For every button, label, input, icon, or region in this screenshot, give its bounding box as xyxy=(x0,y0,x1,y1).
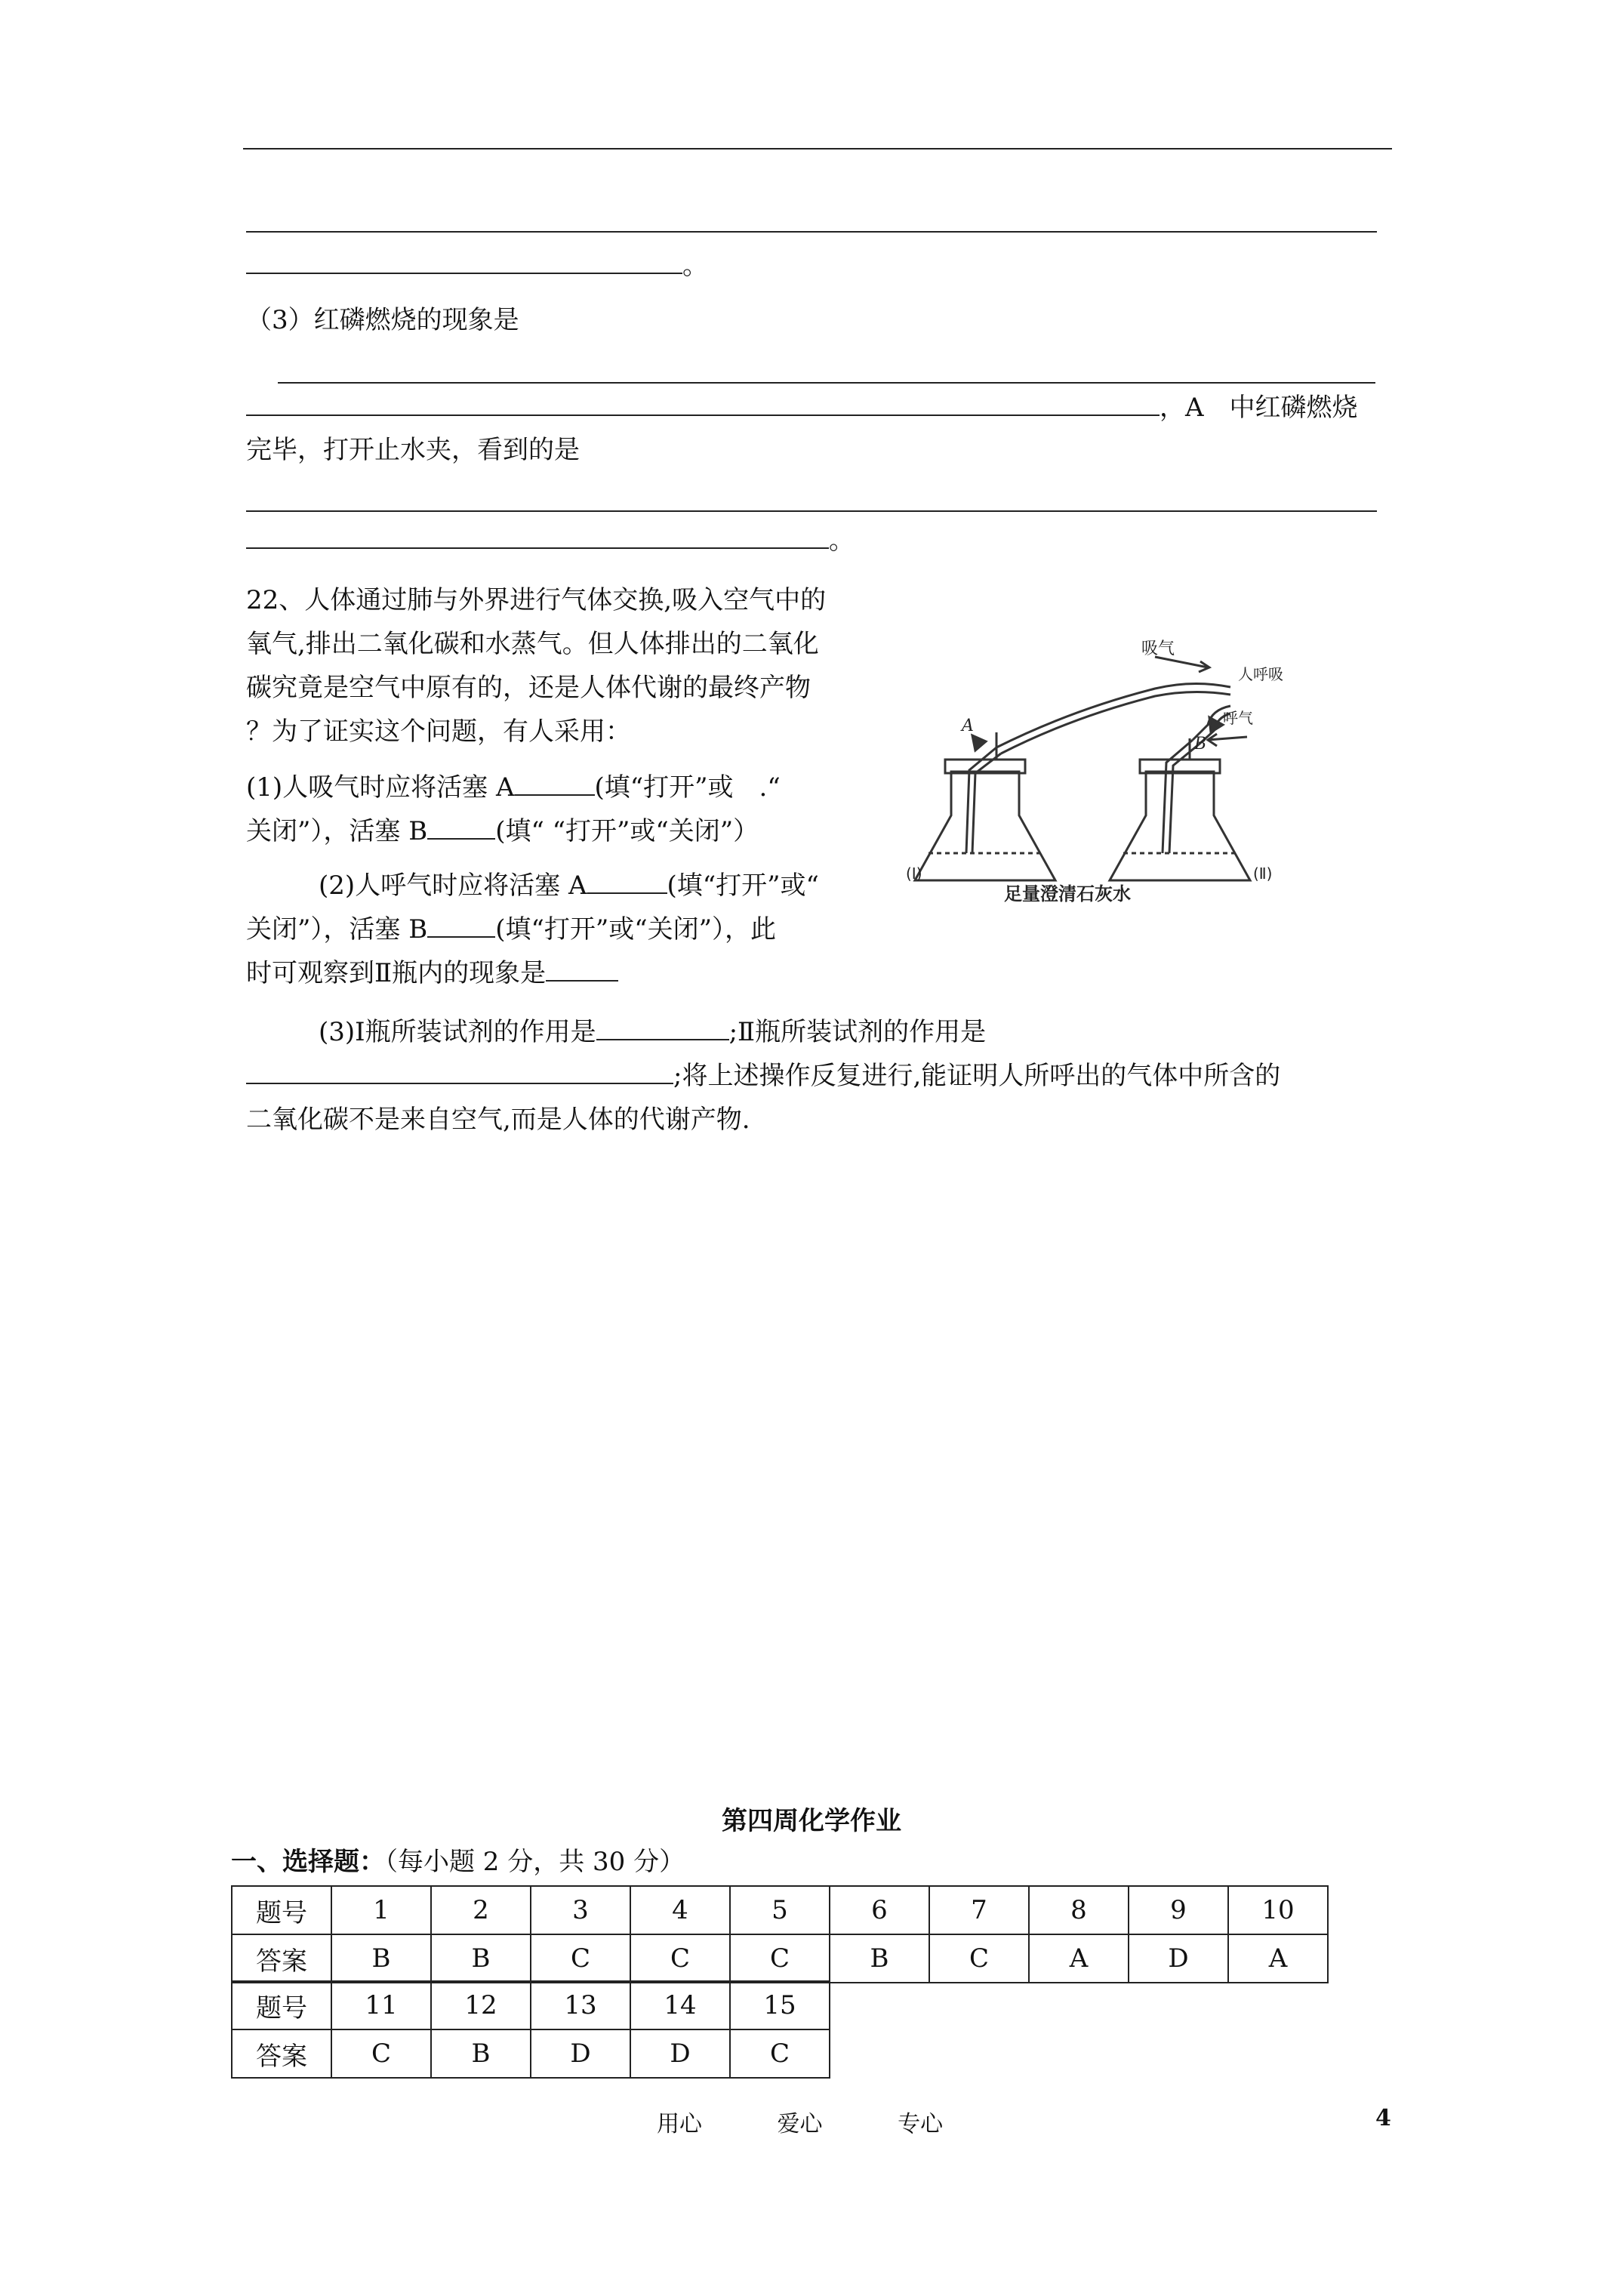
table-cell: 9 xyxy=(1129,1886,1228,1934)
q22-part2-a: (2)人呼气时应将活塞 A xyxy=(319,871,587,901)
label-flask-1: (Ⅰ) xyxy=(906,864,922,883)
q22-part1-b: (填“打开”或 .“ xyxy=(594,772,781,803)
q21-part3-mid: ，A 中红磷燃烧 xyxy=(1160,393,1358,423)
table-cell: 14 xyxy=(630,1981,730,2029)
q22-part1-a: (1)人吸气时应将活塞 A xyxy=(246,772,515,803)
period: 。 xyxy=(682,251,708,281)
table-cell: 7 xyxy=(929,1886,1029,1934)
q22-part3-b: ;Ⅱ瓶所装试剂的作用是 xyxy=(728,1017,987,1047)
row-label-number: 题号 xyxy=(232,1886,331,1934)
table-cell: C xyxy=(531,1934,630,1983)
table-cell: B xyxy=(830,1934,929,1983)
label-inhale: 吸气 xyxy=(1141,639,1175,658)
answer-blank[interactable] xyxy=(246,250,682,274)
table-cell: B xyxy=(431,1934,531,1983)
footer-motto xyxy=(657,2105,943,2138)
label-b: B xyxy=(1194,735,1207,754)
row-label-answer: 答案 xyxy=(232,2029,331,2078)
footer-motto-1: 用心 xyxy=(657,2111,702,2137)
flask-1 xyxy=(915,772,1055,880)
answer-line-row xyxy=(246,249,708,282)
q22-intro-line: 氧气,排出二氧化碳和水蒸气。但人体排出的二氧化 xyxy=(246,629,819,659)
q22-part2-e: 时可观察到Ⅱ瓶内的现象是 xyxy=(246,958,547,988)
period: 。 xyxy=(829,525,855,556)
q22-part2-c: 关闭”），活塞 B xyxy=(246,914,428,945)
table-cell: 8 xyxy=(1029,1886,1129,1934)
answer-blank[interactable] xyxy=(587,871,667,894)
answer-blank[interactable] xyxy=(246,525,829,549)
table-cell: 4 xyxy=(630,1886,730,1934)
table-cell: B xyxy=(431,2029,531,2078)
flask-2 xyxy=(1110,772,1250,880)
table-row xyxy=(232,1934,1328,1983)
table-cell: 15 xyxy=(730,1981,830,2029)
table-cell: C xyxy=(929,1934,1029,1983)
tube-to-flask-2 xyxy=(1163,740,1193,853)
q22-intro xyxy=(246,578,826,754)
table-cell: C xyxy=(331,2029,431,2078)
footer-motto-2: 爱心 xyxy=(777,2111,823,2137)
table-cell: C xyxy=(730,1934,830,1983)
figure-caption: 足量澄清石灰水 xyxy=(1004,883,1131,905)
tube-to-flask-1-inner xyxy=(972,754,1001,853)
q22-part3-d: 二氧化碳不是来自空气,而是人体的代谢产物. xyxy=(246,1105,750,1135)
q22-part2-b: (填“打开”或“ xyxy=(667,871,819,901)
answer-line-row xyxy=(246,524,855,557)
table-row xyxy=(232,1981,830,2029)
q22-part1-c: 关闭”），活塞 B xyxy=(246,816,428,846)
q22-intro-line: 碳究竟是空气中原有的，还是人体代谢的最终产物 xyxy=(246,673,811,703)
answer-line xyxy=(246,231,1377,233)
footer-motto-3: 专心 xyxy=(898,2111,944,2137)
label-exhale: 呼气 xyxy=(1223,709,1253,727)
answer-blank[interactable] xyxy=(246,392,1160,416)
q22-part2 xyxy=(246,864,819,995)
answers-title: 第四周化学作业 xyxy=(722,1806,901,1836)
table-cell: 1 xyxy=(331,1886,431,1934)
row-label-number: 题号 xyxy=(232,1981,331,2029)
answer-line xyxy=(246,510,1377,512)
section-note: （每小题 2 分，共 30 分） xyxy=(385,1847,685,1877)
table-cell: 2 xyxy=(431,1886,531,1934)
q21-part3-label: （3）红磷燃烧的现象是 xyxy=(246,305,519,335)
section-heading: 一、选择题： xyxy=(231,1847,385,1877)
table-cell: 12 xyxy=(431,1981,531,2029)
apparatus-figure xyxy=(906,604,1306,906)
header-rule xyxy=(243,148,1392,149)
answer-blank[interactable] xyxy=(546,959,618,982)
table-cell: D xyxy=(531,2029,630,2078)
table-cell: C xyxy=(630,1934,730,1983)
answer-blank[interactable] xyxy=(515,773,595,796)
q22-intro-line: 22、人体通过肺与外界进行气体交换,吸入空气中的 xyxy=(246,585,827,615)
answer-blank[interactable] xyxy=(427,915,495,938)
arrow-inhale-icon xyxy=(1155,657,1209,672)
label-flask-2: (Ⅱ) xyxy=(1253,864,1273,883)
table-cell: D xyxy=(1129,1934,1228,1983)
valve-a-icon xyxy=(972,735,986,750)
q22-part3-c: ;将上述操作反复进行,能证明人所呼出的气体中所含的 xyxy=(673,1061,1281,1091)
table-cell: C xyxy=(730,2029,830,2078)
answers-section-heading xyxy=(231,1845,685,1878)
q22-part1-d: (填“ “打开”或“关闭”） xyxy=(495,816,759,846)
table-cell: 13 xyxy=(531,1981,630,2029)
table-row xyxy=(232,1886,1328,1934)
row-label-answer: 答案 xyxy=(232,1934,331,1983)
answer-blank[interactable] xyxy=(596,1018,729,1040)
arrow-exhale-icon xyxy=(1208,734,1247,746)
q22-part1 xyxy=(246,766,781,853)
answer-blank[interactable] xyxy=(427,817,495,840)
tube-to-flask-2-inner xyxy=(1169,744,1199,853)
table-cell: A xyxy=(1029,1934,1129,1983)
q22-intro-line: ？为了证实这个问题，有人采用： xyxy=(246,717,631,747)
answer-table-2 xyxy=(231,1980,830,2079)
table-cell: 10 xyxy=(1228,1886,1328,1934)
q22-part2-d: (填“打开”或“关闭”），此 xyxy=(495,914,776,945)
table-cell: B xyxy=(331,1934,431,1983)
answer-table-1 xyxy=(231,1885,1329,1983)
label-person: 人呼吸 xyxy=(1238,665,1283,683)
table-cell: 11 xyxy=(331,1981,431,2029)
q21-part3-cont: 完毕，打开止水夹，看到的是 xyxy=(246,435,580,465)
label-a: A xyxy=(962,717,974,735)
table-row xyxy=(232,2029,830,2078)
table-cell: D xyxy=(630,2029,730,2078)
table-cell: 5 xyxy=(730,1886,830,1934)
answer-line xyxy=(278,382,1375,384)
page-number: 4 xyxy=(1375,2105,1391,2131)
table-cell: 6 xyxy=(830,1886,929,1934)
table-cell: A xyxy=(1228,1934,1328,1983)
q22-part3 xyxy=(246,1010,1280,1142)
q22-part3-a: (3)Ⅰ瓶所装试剂的作用是 xyxy=(319,1017,596,1047)
answer-line-row xyxy=(246,391,1358,424)
table-cell: 3 xyxy=(531,1886,630,1934)
answer-blank[interactable] xyxy=(246,1062,673,1084)
tube-to-flask-1 xyxy=(966,747,996,853)
